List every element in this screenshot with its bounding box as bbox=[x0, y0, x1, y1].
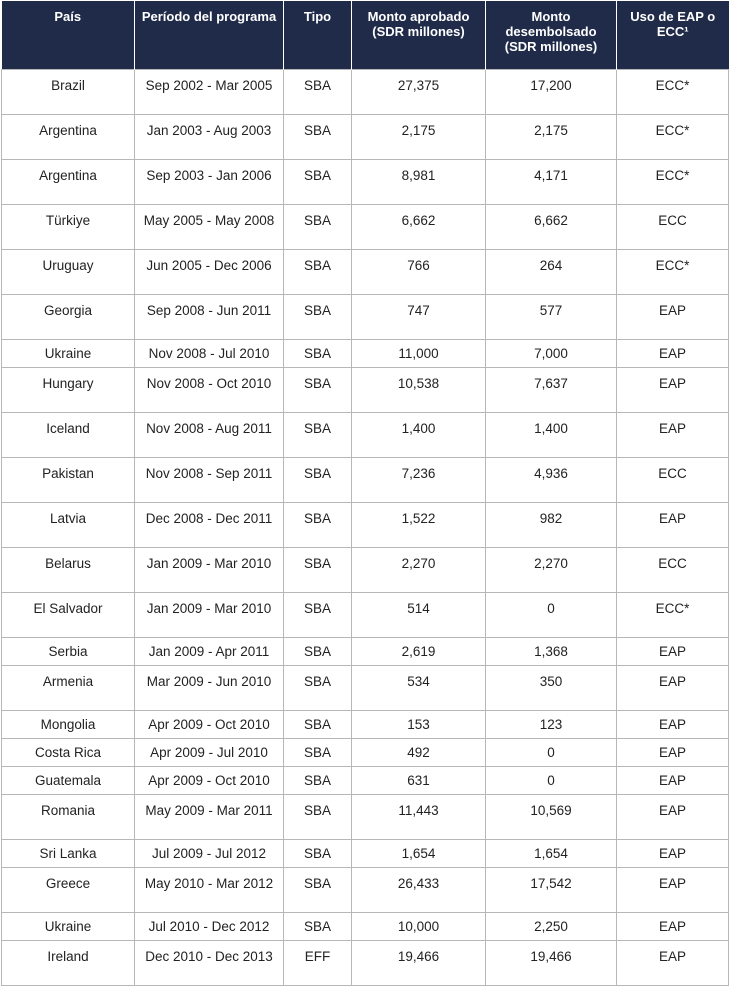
approved-cell: 2,175 bbox=[352, 114, 486, 159]
table-row bbox=[2, 339, 729, 367]
type-cell: SBA bbox=[284, 738, 352, 766]
approved-cell: 6,662 bbox=[352, 204, 486, 249]
period-cell: Nov 2008 - Oct 2010 bbox=[135, 367, 284, 412]
country-cell: Hungary bbox=[2, 367, 135, 412]
use-cell: EAP bbox=[617, 710, 729, 738]
approved-cell: 534 bbox=[352, 665, 486, 710]
use-cell: ECC* bbox=[617, 592, 729, 637]
table-row bbox=[2, 592, 729, 637]
type-cell: SBA bbox=[284, 547, 352, 592]
country-cell: El Salvador bbox=[2, 592, 135, 637]
type-cell: SBA bbox=[284, 665, 352, 710]
use-cell: ECC bbox=[617, 204, 729, 249]
disbursed-cell: 19,466 bbox=[486, 940, 617, 985]
type-cell: SBA bbox=[284, 367, 352, 412]
period-cell: May 2009 - Mar 2011 bbox=[135, 794, 284, 839]
programs-table bbox=[1, 1, 729, 986]
disbursed-cell: 1,654 bbox=[486, 839, 617, 867]
approved-cell: 1,522 bbox=[352, 502, 486, 547]
type-cell: SBA bbox=[284, 592, 352, 637]
use-cell: ECC bbox=[617, 457, 729, 502]
approved-cell: 1,400 bbox=[352, 412, 486, 457]
table-row bbox=[2, 204, 729, 249]
disbursed-cell: 0 bbox=[486, 766, 617, 794]
country-cell: Romania bbox=[2, 794, 135, 839]
country-cell: Ukraine bbox=[2, 912, 135, 940]
period-cell: Apr 2009 - Oct 2010 bbox=[135, 710, 284, 738]
type-cell: SBA bbox=[284, 114, 352, 159]
table-row bbox=[2, 766, 729, 794]
country-cell: Belarus bbox=[2, 547, 135, 592]
type-cell: SBA bbox=[284, 710, 352, 738]
header-approved: Monto aprobado (SDR millones) bbox=[352, 1, 486, 69]
disbursed-cell: 17,200 bbox=[486, 69, 617, 114]
disbursed-cell: 123 bbox=[486, 710, 617, 738]
table-row bbox=[2, 940, 729, 985]
period-cell: Jan 2009 - Mar 2010 bbox=[135, 547, 284, 592]
period-cell: Jan 2009 - Mar 2010 bbox=[135, 592, 284, 637]
table-row bbox=[2, 867, 729, 912]
table-row bbox=[2, 738, 729, 766]
approved-cell: 1,654 bbox=[352, 839, 486, 867]
table-row bbox=[2, 794, 729, 839]
table-row bbox=[2, 502, 729, 547]
use-cell: EAP bbox=[617, 502, 729, 547]
country-cell: Mongolia bbox=[2, 710, 135, 738]
period-cell: Jul 2010 - Dec 2012 bbox=[135, 912, 284, 940]
type-cell: EFF bbox=[284, 940, 352, 985]
country-cell: Türkiye bbox=[2, 204, 135, 249]
use-cell: EAP bbox=[617, 294, 729, 339]
type-cell: SBA bbox=[284, 204, 352, 249]
table-row bbox=[2, 412, 729, 457]
period-cell: Dec 2010 - Dec 2013 bbox=[135, 940, 284, 985]
period-cell: Nov 2008 - Jul 2010 bbox=[135, 339, 284, 367]
approved-cell: 492 bbox=[352, 738, 486, 766]
disbursed-cell: 17,542 bbox=[486, 867, 617, 912]
table-row bbox=[2, 710, 729, 738]
period-cell: Dec 2008 - Dec 2011 bbox=[135, 502, 284, 547]
approved-cell: 10,538 bbox=[352, 367, 486, 412]
disbursed-cell: 2,175 bbox=[486, 114, 617, 159]
disbursed-cell: 10,569 bbox=[486, 794, 617, 839]
type-cell: SBA bbox=[284, 457, 352, 502]
approved-cell: 2,270 bbox=[352, 547, 486, 592]
type-cell: SBA bbox=[284, 159, 352, 204]
use-cell: ECC* bbox=[617, 114, 729, 159]
disbursed-cell: 2,270 bbox=[486, 547, 617, 592]
table-row bbox=[2, 249, 729, 294]
type-cell: SBA bbox=[284, 637, 352, 665]
header-type: Tipo bbox=[284, 1, 352, 69]
use-cell: EAP bbox=[617, 794, 729, 839]
table-row bbox=[2, 69, 729, 114]
approved-cell: 11,000 bbox=[352, 339, 486, 367]
use-cell: EAP bbox=[617, 637, 729, 665]
country-cell: Latvia bbox=[2, 502, 135, 547]
type-cell: SBA bbox=[284, 794, 352, 839]
disbursed-cell: 6,662 bbox=[486, 204, 617, 249]
type-cell: SBA bbox=[284, 839, 352, 867]
disbursed-cell: 0 bbox=[486, 738, 617, 766]
period-cell: Nov 2008 - Aug 2011 bbox=[135, 412, 284, 457]
country-cell: Costa Rica bbox=[2, 738, 135, 766]
approved-cell: 8,981 bbox=[352, 159, 486, 204]
type-cell: SBA bbox=[284, 339, 352, 367]
country-cell: Ireland bbox=[2, 940, 135, 985]
period-cell: May 2010 - Mar 2012 bbox=[135, 867, 284, 912]
disbursed-cell: 577 bbox=[486, 294, 617, 339]
use-cell: EAP bbox=[617, 665, 729, 710]
approved-cell: 26,433 bbox=[352, 867, 486, 912]
country-cell: Armenia bbox=[2, 665, 135, 710]
use-cell: EAP bbox=[617, 839, 729, 867]
period-cell: Jan 2003 - Aug 2003 bbox=[135, 114, 284, 159]
use-cell: EAP bbox=[617, 867, 729, 912]
country-cell: Iceland bbox=[2, 412, 135, 457]
country-cell: Guatemala bbox=[2, 766, 135, 794]
country-cell: Sri Lanka bbox=[2, 839, 135, 867]
disbursed-cell: 4,171 bbox=[486, 159, 617, 204]
table-row bbox=[2, 114, 729, 159]
approved-cell: 514 bbox=[352, 592, 486, 637]
country-cell: Brazil bbox=[2, 69, 135, 114]
country-cell: Georgia bbox=[2, 294, 135, 339]
use-cell: EAP bbox=[617, 738, 729, 766]
country-cell: Argentina bbox=[2, 114, 135, 159]
use-cell: EAP bbox=[617, 940, 729, 985]
country-cell: Greece bbox=[2, 867, 135, 912]
period-cell: Nov 2008 - Sep 2011 bbox=[135, 457, 284, 502]
disbursed-cell: 350 bbox=[486, 665, 617, 710]
approved-cell: 19,466 bbox=[352, 940, 486, 985]
type-cell: SBA bbox=[284, 249, 352, 294]
country-cell: Argentina bbox=[2, 159, 135, 204]
period-cell: Jun 2005 - Dec 2006 bbox=[135, 249, 284, 294]
period-cell: Sep 2003 - Jan 2006 bbox=[135, 159, 284, 204]
use-cell: EAP bbox=[617, 367, 729, 412]
approved-cell: 10,000 bbox=[352, 912, 486, 940]
table-row bbox=[2, 367, 729, 412]
type-cell: SBA bbox=[284, 69, 352, 114]
table-row bbox=[2, 637, 729, 665]
type-cell: SBA bbox=[284, 502, 352, 547]
country-cell: Uruguay bbox=[2, 249, 135, 294]
approved-cell: 11,443 bbox=[352, 794, 486, 839]
country-cell: Ukraine bbox=[2, 339, 135, 367]
type-cell: SBA bbox=[284, 912, 352, 940]
use-cell: EAP bbox=[617, 412, 729, 457]
table-row bbox=[2, 547, 729, 592]
use-cell: EAP bbox=[617, 339, 729, 367]
table-row bbox=[2, 294, 729, 339]
country-cell: Pakistan bbox=[2, 457, 135, 502]
header-row bbox=[2, 1, 729, 69]
approved-cell: 631 bbox=[352, 766, 486, 794]
period-cell: Sep 2008 - Jun 2011 bbox=[135, 294, 284, 339]
period-cell: Jul 2009 - Jul 2012 bbox=[135, 839, 284, 867]
table-row bbox=[2, 912, 729, 940]
table-row bbox=[2, 159, 729, 204]
disbursed-cell: 2,250 bbox=[486, 912, 617, 940]
approved-cell: 7,236 bbox=[352, 457, 486, 502]
use-cell: EAP bbox=[617, 766, 729, 794]
type-cell: SBA bbox=[284, 412, 352, 457]
approved-cell: 747 bbox=[352, 294, 486, 339]
approved-cell: 153 bbox=[352, 710, 486, 738]
use-cell: ECC bbox=[617, 547, 729, 592]
use-cell: ECC* bbox=[617, 159, 729, 204]
type-cell: SBA bbox=[284, 867, 352, 912]
period-cell: Apr 2009 - Jul 2010 bbox=[135, 738, 284, 766]
disbursed-cell: 7,000 bbox=[486, 339, 617, 367]
period-cell: Mar 2009 - Jun 2010 bbox=[135, 665, 284, 710]
approved-cell: 27,375 bbox=[352, 69, 486, 114]
disbursed-cell: 982 bbox=[486, 502, 617, 547]
header-disbursed: Monto desembolsado (SDR millones) bbox=[486, 1, 617, 69]
header-period: Período del programa bbox=[135, 1, 284, 69]
use-cell: EAP bbox=[617, 912, 729, 940]
type-cell: SBA bbox=[284, 294, 352, 339]
approved-cell: 2,619 bbox=[352, 637, 486, 665]
country-cell: Serbia bbox=[2, 637, 135, 665]
table-row bbox=[2, 457, 729, 502]
period-cell: May 2005 - May 2008 bbox=[135, 204, 284, 249]
use-cell: ECC* bbox=[617, 249, 729, 294]
disbursed-cell: 1,368 bbox=[486, 637, 617, 665]
table-row bbox=[2, 665, 729, 710]
period-cell: Jan 2009 - Apr 2011 bbox=[135, 637, 284, 665]
header-use: Uso de EAP o ECC¹ bbox=[617, 1, 729, 69]
period-cell: Apr 2009 - Oct 2010 bbox=[135, 766, 284, 794]
type-cell: SBA bbox=[284, 766, 352, 794]
disbursed-cell: 7,637 bbox=[486, 367, 617, 412]
disbursed-cell: 1,400 bbox=[486, 412, 617, 457]
disbursed-cell: 0 bbox=[486, 592, 617, 637]
disbursed-cell: 4,936 bbox=[486, 457, 617, 502]
period-cell: Sep 2002 - Mar 2005 bbox=[135, 69, 284, 114]
approved-cell: 766 bbox=[352, 249, 486, 294]
use-cell: ECC* bbox=[617, 69, 729, 114]
disbursed-cell: 264 bbox=[486, 249, 617, 294]
header-country: País bbox=[2, 1, 135, 69]
table-row bbox=[2, 839, 729, 867]
